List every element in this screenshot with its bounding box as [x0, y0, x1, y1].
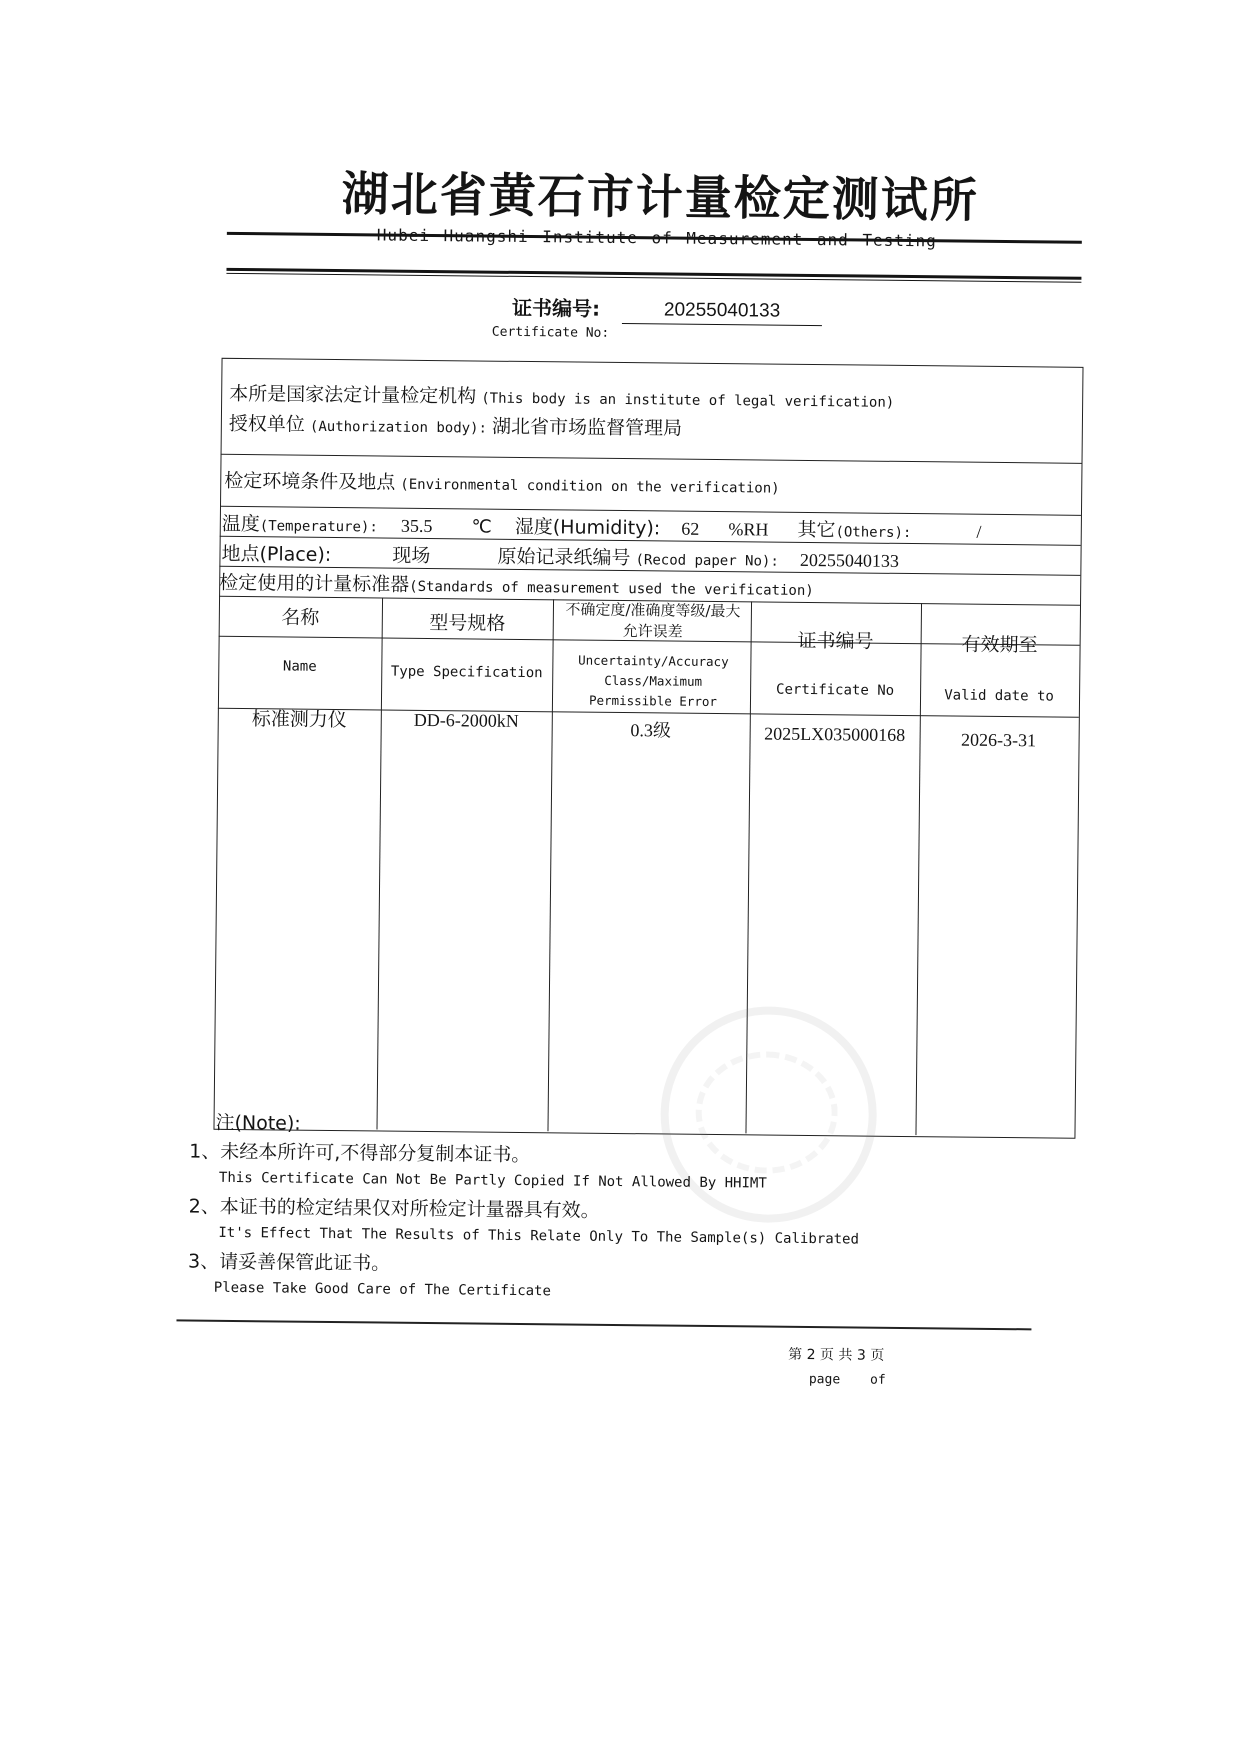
- authority-text-en: (This body is an institute of legal verification): [481, 390, 895, 411]
- column-header-certificate: 证书编号: [797, 629, 874, 653]
- page-mid: 页 共: [819, 1347, 853, 1364]
- column-header-valid-en: Valid date to: [944, 687, 1054, 705]
- subtitle-word: Huangshi: [443, 226, 529, 247]
- table-cell-accuracy: 0.3级: [630, 720, 672, 741]
- authorization-label-en: (Authorization body):: [309, 418, 488, 437]
- authority-text-zh: 本所是国家法定计量检定机构: [229, 382, 477, 408]
- certificate-number: 20255040133: [622, 299, 822, 326]
- certificate-label: 证书编号:: [511, 295, 601, 321]
- authorization-label-zh: 授权单位: [228, 412, 305, 436]
- subtitle-word: Hubei: [376, 225, 431, 245]
- page-suffix: 页: [870, 1347, 885, 1364]
- of-word: of: [869, 1372, 886, 1388]
- subtitle-word: Testing: [862, 230, 937, 251]
- column-header-valid: 有效期至: [961, 633, 1038, 657]
- note-3-en: Please Take Good Care of The Certificate: [213, 1279, 552, 1300]
- note-1-en: This Certificate Can Not Be Partly Copied If Not Allowed By HHIMT: [218, 1169, 767, 1192]
- temperature-label-zh: 温度: [221, 512, 260, 536]
- column-header-name: 名称: [281, 606, 320, 629]
- record-label-zh: 原始记录纸编号: [497, 545, 631, 570]
- institute-title: 湖北省黄石市计量检定测试所: [341, 167, 980, 229]
- note-2-zh: 2、本证书的检定结果仅对所检定计量器具有效。: [188, 1195, 600, 1222]
- column-header-name-en: Name: [282, 658, 317, 675]
- environment-heading-zh: 检定环境条件及地点: [224, 469, 396, 494]
- note-2-en: It's Effect That The Results of This Relate Only To The Sample(s) Calibrated: [218, 1224, 860, 1248]
- others-label-zh: 其它: [797, 518, 836, 542]
- notes-heading: [215, 1108, 300, 1136]
- record-value: 20255040133: [799, 549, 900, 571]
- page-prefix: 第: [788, 1346, 803, 1363]
- place-value: 现场: [392, 544, 431, 568]
- table-cell-valid: 2026-3-31: [960, 729, 1037, 751]
- temperature-unit: ℃: [471, 516, 492, 537]
- notes-heading-text: 注(Note):: [215, 1111, 301, 1135]
- certificate-label-en: Certificate No:: [491, 324, 610, 341]
- column-header-certificate-en: Certificate No: [776, 681, 895, 699]
- authority-line-2: [229, 409, 682, 441]
- temperature-label-en: (Temperature):: [259, 518, 378, 536]
- note-3-zh: 3、请妥善保管此证书。: [187, 1250, 391, 1275]
- table-cell-name: 标准测力仪: [251, 708, 347, 732]
- standards-heading-en: (Standards of measurement used the verification): [409, 578, 814, 600]
- environment-heading-en: (Environmental condition on the verification): [400, 476, 780, 497]
- table-cell-type: DD-6-2000kN: [413, 709, 519, 731]
- temperature-value: 35.5: [400, 515, 433, 537]
- humidity-unit: %RH: [728, 519, 769, 540]
- subtitle-word: Measurement: [686, 228, 804, 249]
- record-label-en: (Recod paper No):: [635, 552, 779, 570]
- humidity-label: 湿度(Humidity):: [514, 515, 661, 540]
- standards-heading-zh: 检定使用的计量标准器: [219, 571, 410, 596]
- footer-rule: [176, 1319, 1031, 1330]
- subtitle-word: and: [816, 230, 849, 250]
- column-header-uncertainty: 不确定度/准确度等级/最大允许误差: [565, 600, 741, 641]
- note-1-zh: 1、未经本所许可,不得部分复制本证书。: [189, 1140, 531, 1167]
- authorization-body: 湖北省市场监督管理局: [491, 415, 683, 440]
- subtitle-word: Institute: [542, 227, 639, 248]
- others-label-en: (Others):: [835, 524, 912, 542]
- column-header-uncertainty-en: Uncertainty/Accuracy Class/Maximum Permissible Error: [578, 652, 729, 710]
- table-cell-certificate: 2025LX035000168: [764, 723, 906, 745]
- seal-impression-inner: [695, 1051, 838, 1174]
- page-total: 3: [856, 1347, 866, 1364]
- others-value: /: [976, 521, 982, 542]
- humidity-value: 62: [681, 518, 700, 539]
- column-header-type: 型号规格: [429, 611, 506, 635]
- subtitle-word: of: [651, 228, 673, 248]
- page-word: page: [808, 1372, 841, 1388]
- page-number: [788, 1344, 884, 1365]
- column-header-type-en: Type Specification: [390, 663, 543, 682]
- page-number-en: [809, 1372, 886, 1388]
- place-label: 地点(Place):: [221, 542, 332, 566]
- page-current: 2: [806, 1346, 816, 1364]
